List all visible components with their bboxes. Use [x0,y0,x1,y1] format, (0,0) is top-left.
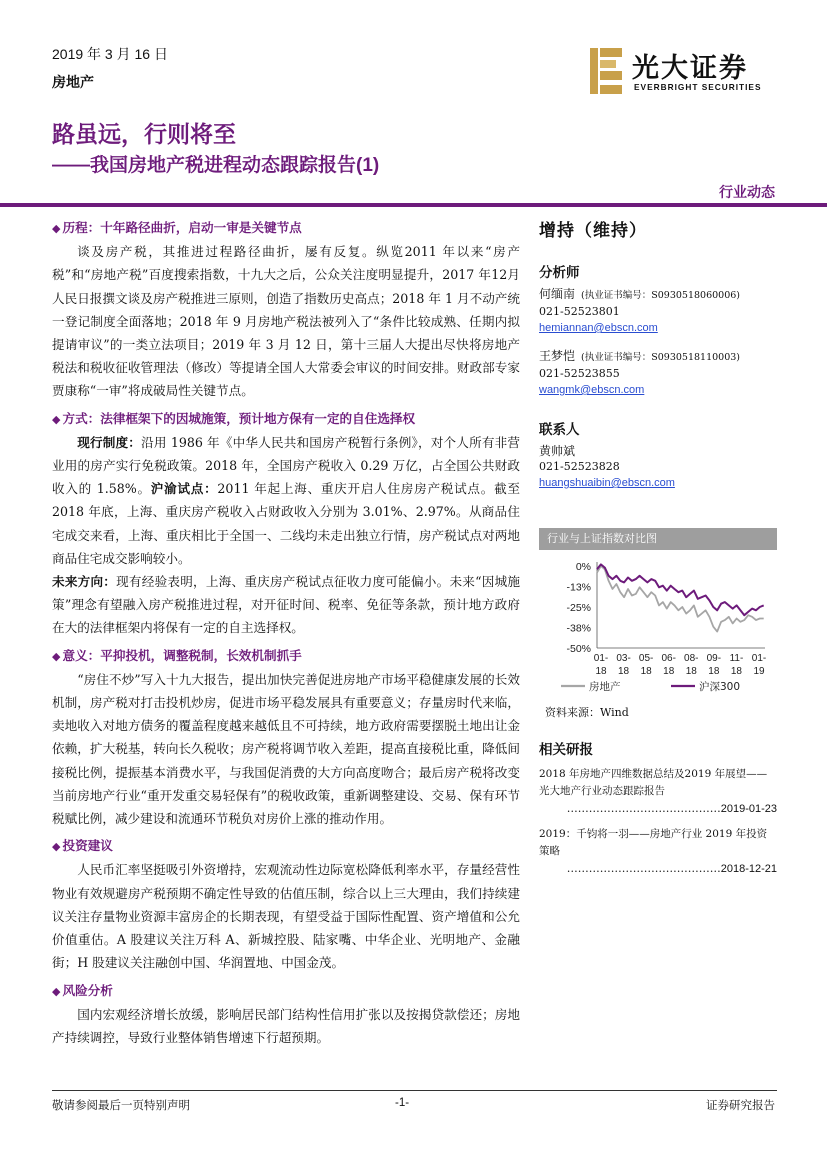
contact-email-link[interactable]: huangshuaibin@ebscn.com [539,477,675,489]
section [52,407,520,640]
chart-title: 行业与上证指数对比图 [539,528,777,550]
paragraph-lead: 现行制度： [77,434,142,450]
analyst-license: (执业证书编号：S0930518110003) [581,352,741,363]
x-tick-label: 01-18 [593,653,609,677]
paragraph-text: 谈及房产税，其推进过程路径曲折，屡有反复。纵览2011 年以来“房产税”和“房地产税”百度搜索指数，十九大之后，公众关注度明显提升，2017 年12月人民日报撰文谈及房产税推进三原则，创造了指数历史高点；2018 年 1 月不动产统一登记制度全面落地；2018 年 9 月房地产税法被列入了“条件比较成熟、任期内拟提请审议”的一类立法项目；2019 年 3 月 12 日，第十三届人大提出尽快将房地产税法和税收征收管理法（修改）等提请全国人大常委会审议的时间安排。财政部专家贾康称“一审”将成破局性关键节点。 [52,244,520,399]
section-paragraph [52,240,520,402]
section-paragraph [52,431,520,570]
dot-leader: …………………………………… [566,862,721,875]
section-paragraph [52,858,520,974]
contact-name: 黄帅斌 [539,444,576,458]
series-line-real-estate [597,566,764,632]
analyst-license: (执业证书编号：S0930518060006) [581,290,741,301]
related-heading: 相关研报 [539,742,593,757]
analyst-name: 王梦恺 [539,349,576,363]
section-heading-text: 历程：十年路径曲折，启动一审是关键节点 [62,220,302,235]
x-tick-label: 06-18 [661,653,676,677]
paragraph-text: “房住不炒”写入十九大报告，提出加快完善促进房地产市场平稳健康发展的长效机制，房产税对打击投机炒房，促进市场平稳发展具有重要意义；存量房时代来临，卖地收入对地方债务的覆盖程度越来越低且不可持续，地方政府需要摆脱土地出让金依赖，扩大税基，转向长久税收；房产税将调节收入差距，提高直接税比重，降低间接税比例，提振基本消费水平，与我国促消费的大方向高度吻合；最后房产税将改变当前房地产行业“重开发重交易轻保有”的税收政策，重新调整建设、交易、保有环节税赋比例，减少建设和流通环节税负对房价上涨的推动作用。 [52,671,520,827]
y-tick-label: 0% [575,561,591,573]
report-title: 路虽远，行则将至 [52,121,236,147]
company-logo [588,46,778,98]
paragraph-text: 国内宏观经济增长放缓，影响居民部门结构性信用扩张以及按揭贷款偿还；房地产持续调控，导致行业整体销售增速下行超预期。 [52,1006,520,1045]
everbright-logo-icon [588,46,626,96]
section-heading-text: 投资建议 [62,838,113,854]
analyst-heading: 分析师 [539,265,580,280]
report-type: 行业动态 [719,184,775,200]
diamond-bullet-icon: ◆ [52,840,61,854]
comparison-chart [539,528,777,700]
analyst-name: 何缅南 [539,287,576,301]
section [52,979,520,1050]
contact-item [539,443,777,491]
related-report-item[interactable] [539,826,777,878]
x-tick-label: 09-18 [706,653,722,677]
section-paragraph [52,1003,520,1049]
contact-heading: 联系人 [539,422,580,437]
related-reports [539,738,777,878]
y-tick-label: -50% [566,643,591,655]
section-paragraph [52,668,520,830]
diamond-bullet-icon: ◆ [52,649,61,663]
section-heading-text: 方式：法律框架下的因城施策，预计地方保有一定的自住选择权 [62,410,416,426]
section [52,834,520,974]
y-tick-label: -25% [566,602,591,614]
x-tick-label: 11-18 [729,653,744,677]
sidebar [539,216,777,503]
analyst-email-link[interactable]: hemiannan@ebscn.com [539,322,658,334]
related-report-item[interactable] [539,766,777,818]
report-date: 2019 年 3 月 16 日 [52,46,168,62]
chart-plot [539,550,777,700]
section-heading [52,216,520,240]
contact-phone: 021-52523828 [539,460,620,473]
rating: 增持（维持） [539,221,647,240]
y-tick-label: -38% [566,622,591,635]
legend-label: 房地产 [589,681,621,693]
section [52,644,520,831]
footer-label: 证券研究报告 [706,1100,775,1112]
section-heading-text: 风险分析 [62,982,113,998]
x-tick-label: 08-18 [684,653,699,677]
related-report-date: 2019-01-23 [720,803,777,815]
diamond-bullet-icon: ◆ [52,412,61,426]
analyst-phone: 021-52523801 [539,305,620,318]
section-heading [52,834,520,858]
section [52,216,520,403]
section-paragraph [52,570,520,640]
sector-label: 房地产 [52,74,94,90]
related-report-date: 2018-12-21 [720,863,777,875]
chart-source: 资料来源：Wind [545,706,629,719]
analyst-item [539,286,777,336]
section-heading [52,979,520,1003]
footer-disclaimer: 敬请参阅最后一页特别声明 [52,1100,190,1112]
related-report-title[interactable]: 2019：千钧将一羽——房地产行业 2019 年投资策略 [539,828,768,857]
paragraph-text: 2011 年起上海、重庆开启人住房房产税试点。截至 2018 年底，上海、重庆房产税收入占财政收入分别为 3.01%、2.97%。从商品住宅成交来看，上海、重庆相比于全国一、二线均未走出独立行情，房产税试点对两地商品住宅成交影响较小。 [52,481,520,566]
logo-name-en: EVERBRIGHT SECURITIES [634,82,762,92]
analyst-email-link[interactable]: wangmk@ebscn.com [539,384,645,396]
diamond-bullet-icon: ◆ [52,222,61,235]
paragraph-text: 沿用 1986 年《中华人民共和国房产税暂行条例》，对个人所有非营业用的房产实行免税政策。2018 年，全国房产税收入 0.29 万亿，占全国公共财政收入的 1.58%。 [52,434,520,497]
footer-divider [52,1090,777,1091]
paragraph-text: 现有经验表明，上海、重庆房产税试点征收力度可能偏小。未来“因城施策”理念有望融入房产税推进过程，对开征时间、税率、免征等条款，预计地方政府在大的法律框架内将保有一定的自主选择权。 [52,574,520,636]
x-tick-label: 03-18 [616,653,631,677]
paragraph-text: 人民币汇率坚挺吸引外资增持，宏观流动性边际宽松降低利率水平，存量经营性物业有效规避房产税预期不确定性导致的估值压制，综合以上三大理由，我们持续建议关注存量物业资源丰富房企的长期表现，有望受益于国际性配置、资产增值和公允价值重估。A 股建议关注万科 A、新城控股、陆家嘴、中华企业、光明地产、金融街；H 股建议关注融创中国、华润置地、中国金茂。 [52,862,520,971]
dot-leader: …………………………………… [566,802,721,815]
legend-label: 沪深300 [699,681,741,693]
logo-name-cn: 光大证券 [632,53,748,84]
paragraph-lead: 沪渝试点： [150,481,218,497]
report-subtitle: ——我国房地产税进程动态跟踪报告(1) [52,155,380,176]
section-heading [52,407,520,431]
analyst-item [539,348,777,398]
main-content [52,216,520,1053]
related-report-title[interactable]: 2018 年房地产四维数据总结及2019 年展望——光大地产行业动态跟踪报告 [539,768,768,797]
page-number: -1- [395,1097,410,1109]
section-heading [52,644,520,668]
analyst-phone: 021-52523855 [539,367,620,380]
paragraph-lead: 未来方向： [52,574,117,590]
section-heading-text: 意义：平抑投机，调整税制，长效机制抓手 [62,647,302,663]
header-divider [0,203,827,207]
x-tick-label: 01-19 [751,653,767,677]
diamond-bullet-icon: ◆ [52,984,61,998]
x-tick-label: 05-18 [638,653,654,677]
y-tick-label: -13% [566,581,591,594]
